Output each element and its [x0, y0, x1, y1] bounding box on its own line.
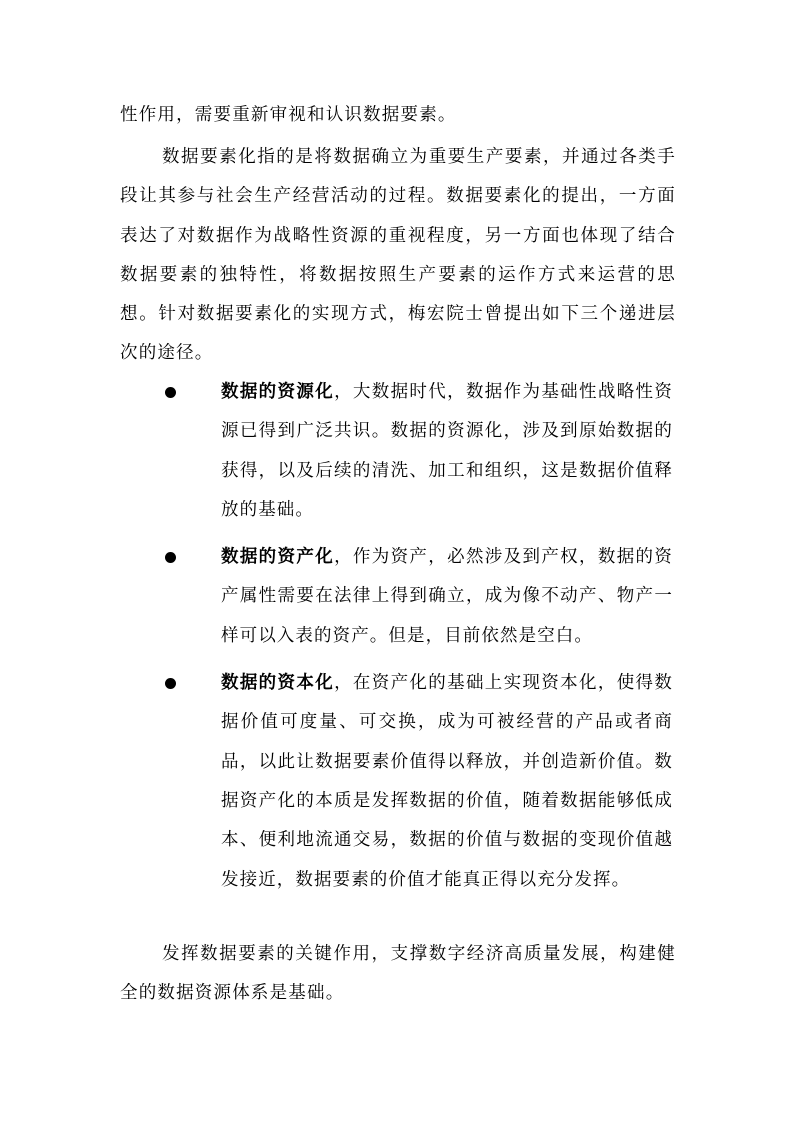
- paragraph-continuation: 性作用，需要重新审视和认识数据要素。: [120, 105, 457, 125]
- bullet-text: ，大数据时代，数据作为基础性战略性资源已得到广泛共识。数据的资源化，涉及到原始数据的获得，以及后续的清洗、加工和组织，这是数据价值释放的基础。: [221, 382, 673, 520]
- bullet-item-resource: [0, 373, 794, 530]
- bullet-text: ，作为资产，必然涉及到产权，数据的资产属性需要在法律上得到确立，成为像不动产、物产一样可以入表的资产。但是，目前依然是空白。: [221, 547, 673, 646]
- bullet-term: 数据的资本化: [221, 673, 335, 694]
- bullet-list: [0, 373, 794, 908]
- bullet-item-capital: [0, 664, 794, 900]
- bullet-term: 数据的资源化: [221, 382, 335, 402]
- bullet-dot-icon: [165, 552, 176, 563]
- paragraph-conclusion: 发挥数据要素的关键作用，支撑数字经济高质量发展，构建健全的数据资源体系是基础。: [120, 944, 676, 1004]
- bullet-term: 数据的资产化: [221, 547, 335, 568]
- bullet-dot-icon: [165, 387, 176, 398]
- bullet-dot-icon: [165, 678, 176, 689]
- paragraph-data-elementization: 数据要素化指的是将数据确立为重要生产要素，并通过各类手段让其参与社会生产经营活动的过程。数据要素化的提出，一方面表达了对数据作为战略性资源的重视程度，另一方面也体现了结合数据要素的独特性，将数据按照生产要素的运作方式来运营的思想。针对数据要素化的实现方式，梅宏院士曾提出如下三个递进层次的途径。: [120, 147, 676, 364]
- bullet-text: ，在资产化的基础上实现资本化，使得数据价值可度量、可交换，成为可被经营的产品或者商品，以此让数据要素价值得以释放，并创造新价值。数据资产化的本质是发挥数据的价值，随着数据能够低成本、便利地流通交易，数据的价值与数据的变现价值越发接近，数据要素的价值才能真正得以充分发挥。: [221, 673, 673, 890]
- bullet-item-asset: [0, 538, 794, 656]
